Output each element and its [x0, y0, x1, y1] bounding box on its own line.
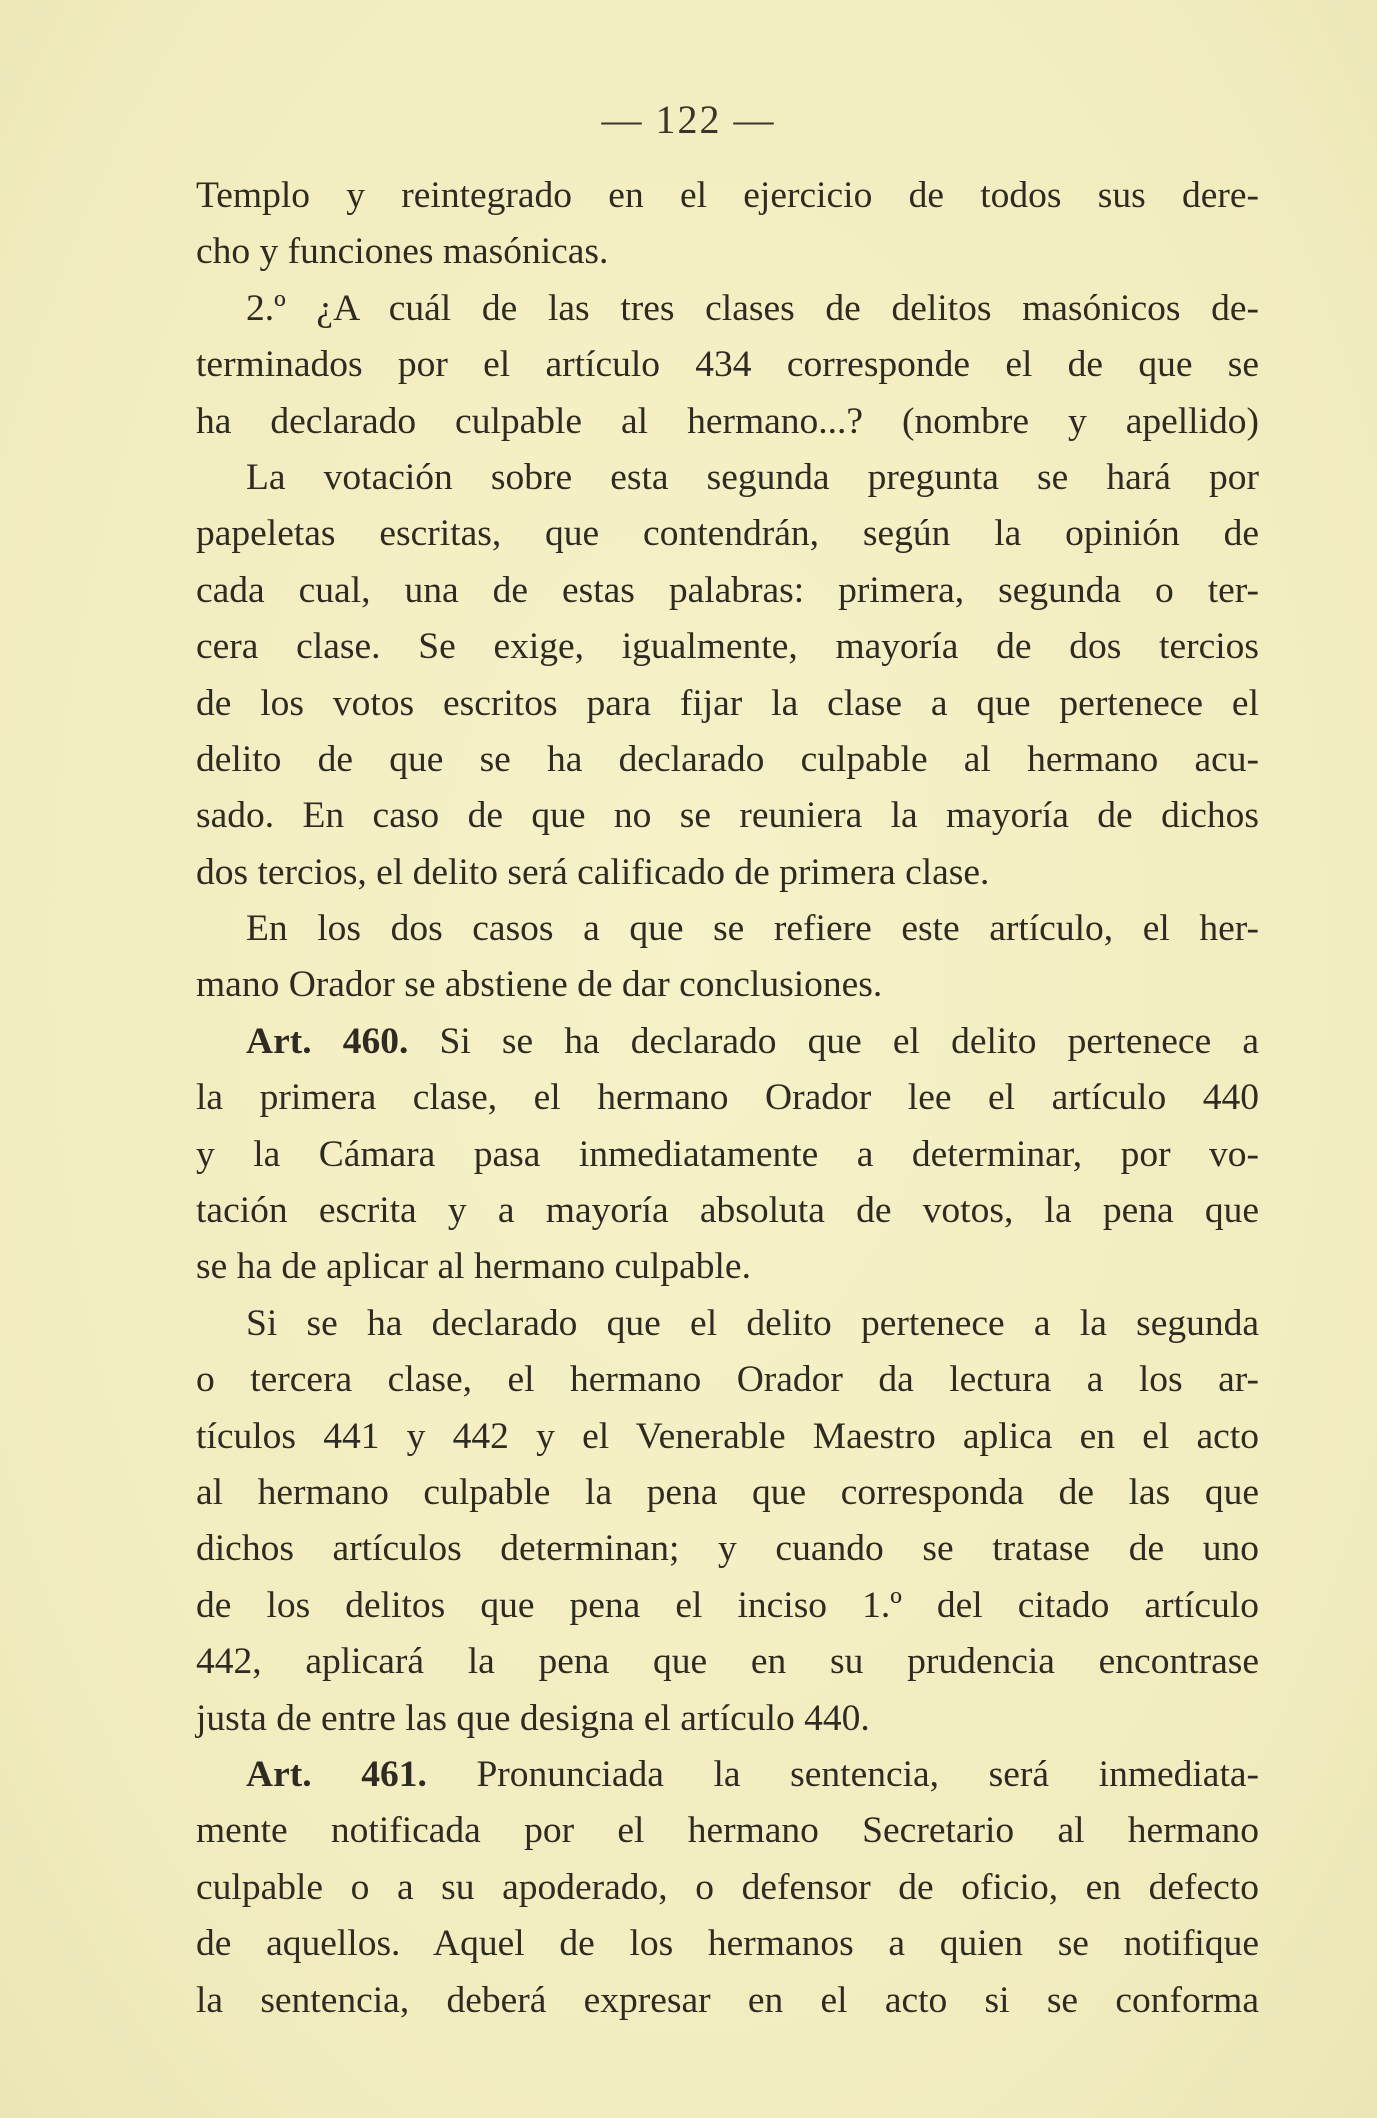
text-line — [196, 1691, 1259, 1747]
text-line — [196, 957, 1259, 1013]
line-text: tación escrita y a mayoría absoluta de votos, la pena que — [196, 1190, 1259, 1232]
text-line — [196, 901, 1259, 957]
text-line — [196, 1296, 1259, 1352]
text-line — [196, 337, 1259, 393]
text-line — [196, 1070, 1259, 1126]
text-line — [196, 1747, 1259, 1803]
line-text: terminados por el artículo 434 corresponde el de que se — [196, 344, 1259, 386]
line-text: de aquellos. Aquel de los hermanos a quien se notifique — [196, 1923, 1259, 1965]
line-text: Pronunciada la sentencia, será inmediata- — [426, 1753, 1259, 1795]
text-line — [196, 1803, 1259, 1859]
text-line — [196, 168, 1259, 224]
line-text: cada cual, una de estas palabras: primera, segunda o ter- — [196, 569, 1259, 611]
line-text: cho y funciones masónicas. — [196, 231, 609, 273]
line-text: papeletas escritas, que contendrán, según la opinión de — [196, 513, 1259, 555]
line-text: cera clase. Se exige, igualmente, mayoría de dos tercios — [196, 626, 1259, 668]
text-line — [196, 1465, 1259, 1521]
text-line — [196, 1634, 1259, 1690]
text-line — [196, 1183, 1259, 1239]
line-text: de los votos escritos para fijar la clase a que pertenece el — [196, 682, 1259, 724]
line-text: delito de que se ha declarado culpable al hermano acu- — [196, 738, 1259, 780]
article-heading: Art. 460. — [246, 1020, 409, 1062]
text-line — [196, 845, 1259, 901]
text-line — [196, 732, 1259, 788]
line-text: tículos 441 y 442 y el Venerable Maestro aplica en el acto — [196, 1415, 1259, 1457]
text-line — [196, 1239, 1259, 1295]
line-text: dichos artículos determinan; y cuando se tratase de uno — [196, 1528, 1259, 1570]
text-line — [196, 1860, 1259, 1916]
article-heading: Art. 461. — [246, 1753, 427, 1795]
line-text: la primera clase, el hermano Orador lee el artículo 440 — [196, 1077, 1259, 1119]
body-text — [196, 168, 1259, 2029]
line-text: sado. En caso de que no se reuniera la mayoría de dichos — [196, 795, 1259, 837]
line-text: la sentencia, deberá expresar en el acto si se conforma — [196, 1979, 1259, 2021]
line-text: 442, aplicará la pena que en su prudencia encontrase — [196, 1641, 1259, 1683]
line-text: 2.º ¿A cuál de las tres clases de delitos masónicos de- — [246, 287, 1259, 329]
line-text: al hermano culpable la pena que corresponda de las que — [196, 1471, 1259, 1513]
line-text: ha declarado culpable al hermano...? (nombre y apellido) — [196, 400, 1259, 442]
line-text: de los delitos que pena el inciso 1.º del citado artículo — [196, 1584, 1259, 1626]
text-line — [196, 1973, 1259, 2029]
text-line — [196, 1578, 1259, 1634]
text-line — [196, 506, 1259, 562]
line-text: se ha de aplicar al hermano culpable. — [196, 1246, 751, 1288]
text-line — [196, 619, 1259, 675]
line-text: o tercera clase, el hermano Orador da lectura a los ar- — [196, 1359, 1259, 1401]
text-line — [196, 281, 1259, 337]
line-text: y la Cámara pasa inmediatamente a determinar, por vo- — [196, 1133, 1259, 1175]
line-text: En los dos casos a que se refiere este artículo, el her- — [246, 908, 1259, 950]
line-text: mente notificada por el hermano Secretario al hermano — [196, 1810, 1259, 1852]
text-line — [196, 788, 1259, 844]
text-line — [196, 676, 1259, 732]
line-text: Si se ha declarado que el delito pertenece a la segunda — [246, 1302, 1259, 1344]
text-line — [196, 1352, 1259, 1408]
line-text: La votación sobre esta segunda pregunta se hará por — [246, 456, 1259, 498]
line-text: mano Orador se abstiene de dar conclusiones. — [196, 964, 883, 1006]
text-line — [196, 450, 1259, 506]
text-line — [196, 1916, 1259, 1972]
text-line — [196, 1127, 1259, 1183]
line-text: justa de entre las que designa el artículo 440. — [196, 1697, 870, 1739]
line-text: dos tercios, el delito será calificado de primera clase. — [196, 851, 990, 893]
text-line — [196, 224, 1259, 280]
line-text: Si se ha declarado que el delito pertenece a — [408, 1020, 1259, 1062]
line-text: culpable o a su apoderado, o defensor de oficio, en defecto — [196, 1866, 1259, 1908]
text-line — [196, 1521, 1259, 1577]
line-text: Templo y reintegrado en el ejercicio de todos sus dere- — [196, 175, 1259, 216]
text-line — [196, 394, 1259, 450]
text-line — [196, 563, 1259, 619]
text-line — [196, 1409, 1259, 1465]
text-line — [196, 1014, 1259, 1070]
page-number: — 122 — — [601, 97, 776, 142]
